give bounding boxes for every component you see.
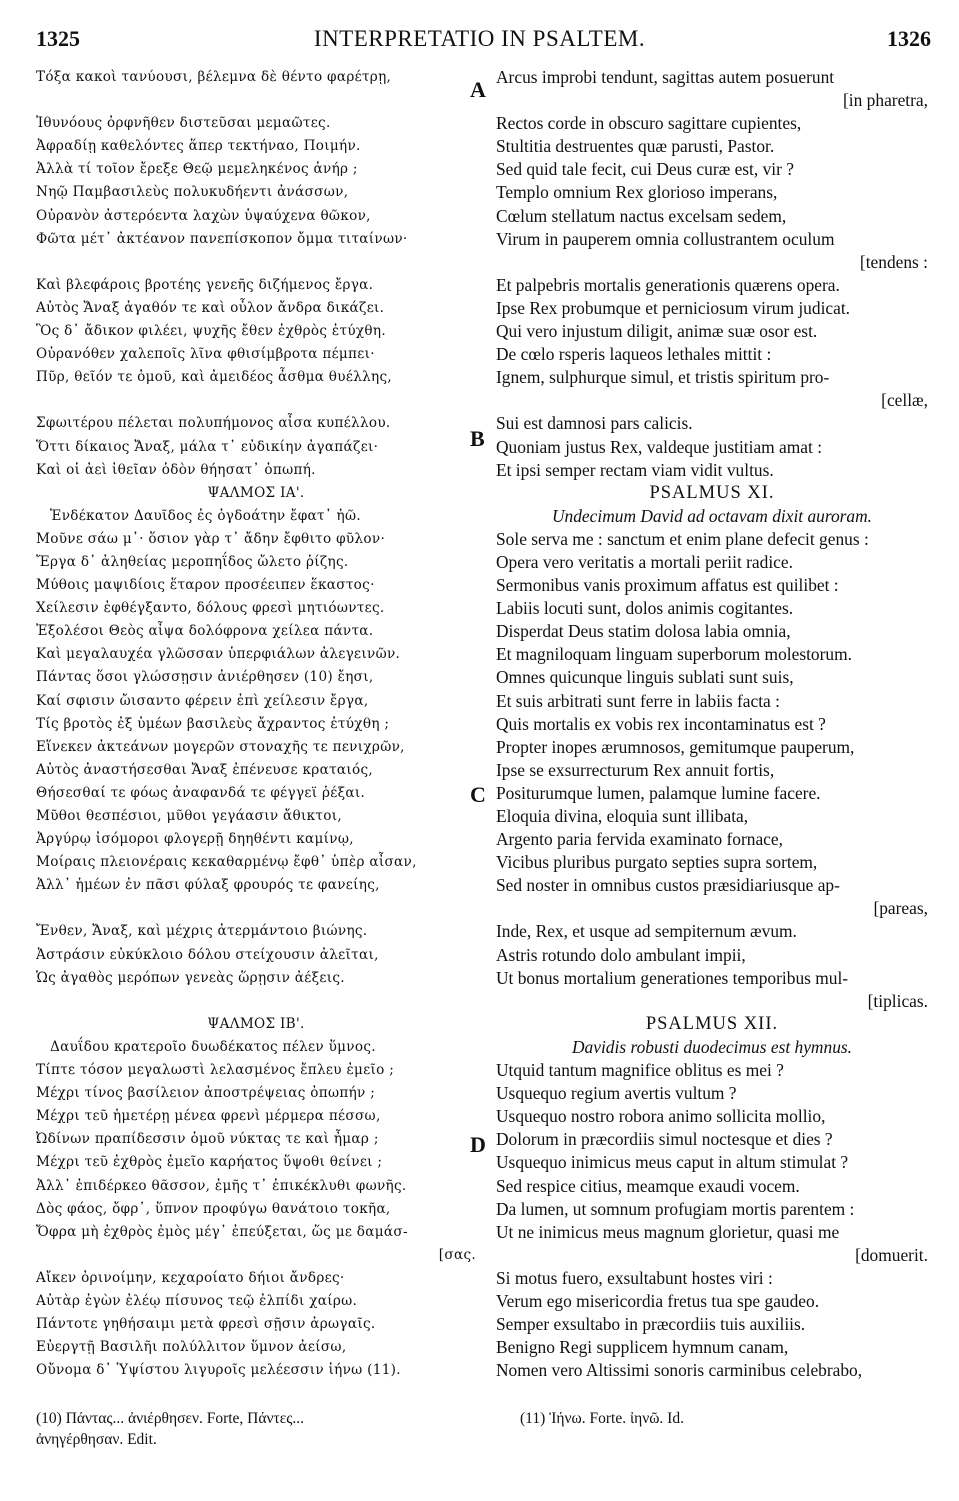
latin-line: Opera vero veritatis a mortali periit radice. [496,551,793,572]
greek-line: Ἀλλ᾽ ἐπιδέρκεο θᾶσσον, ἐμῆς τ᾽ ἐπικέκλυθι φωνῆς. [36,1177,407,1194]
greek-line: Ἀλλὰ τί τοῖον ἔρεξε Θεῷ μεμεληκένος ἀνήρ ; [36,161,358,178]
greek-line: Εὐεργτῇ Βασιλῆι πολύλλιτον ὕμνον ἀείσω, [36,1339,347,1356]
greek-line: Σφωιτέρου πέλεται πολυπήμονος αἶσα κυπέλλου. [36,415,391,432]
latin-line: Qui vero injustum diligit, animæ suæ osor est. [496,321,818,342]
greek-line-continuation: [σας. [438,1246,476,1263]
footnote-left [36,1408,476,1450]
greek-line: Θήσεσθαί τε φόως ἀναφανδά τε φέγγεϊ ῥέξαι. [36,784,366,801]
margin-letter-a: A [470,77,486,102]
latin-line: Dolorum in præcordiis simul noctesque et dies ? [496,1129,833,1150]
greek-line: Οὐρανόθεν χαλεποῖς λῖνα φθισίμβροτα πέμπει· [36,346,375,363]
latin-line: Ignem, sulphurque simul, et tristis spiritum pro- [496,367,830,388]
latin-line-continuation: [in pharetra, [843,90,928,111]
psalm-11-latin-intro: Undecimum David ad octavam dixit auroram. [551,505,873,526]
latin-line: Verum ego misericordia fretus tua spe gaudeo. [496,1290,820,1311]
latin-line: Astris rotundo dolo ambulant impii, [496,944,746,965]
latin-line: Virum in pauperem omnia collustrantem oculum [496,228,835,249]
greek-line: Πάντας ὅσοι γλώσσῃσιν ἀνιέρθησεν (10) ἔησι, [36,669,374,686]
latin-line: Sermonibus vanis proximum affatus est quilibet : [496,575,839,596]
latin-line: Usquequo inimicus meus caput in altum stimulat ? [496,1152,849,1173]
greek-line: Τίς βροτὸς ἐξ ὑμέων βασιλεὺς ἄχραντος ἐτύχθη ; [36,715,390,732]
latin-line: Inde, Rex, et usque ad sempiternum ævum. [496,921,797,942]
latin-line: Nomen vero Altissimi sonoris carminibus celebrabo, [496,1360,863,1381]
greek-line: Αἴκεν ὀρινοίμην, κεχαροίατο δήιοι ἄνδρες· [36,1269,345,1286]
latin-line: Argento paria fervida examinato fornace, [496,829,783,850]
greek-line: Ὡς ἀγαθὸς μερόπων γενεὰς ὥρῃσιν ἀέξεις. [36,969,345,986]
greek-line: Ὅττι δίκαιος Ἄναξ, μάλα τ᾽ εὐδικίην ἀγαπάζει· [36,438,379,455]
latin-line: Omnes quicunque linguis sublati sunt suis, [496,667,794,688]
latin-line: Usquequo nostro robora animo sollicita mollio, [496,1106,826,1127]
latin-column [496,66,928,1382]
greek-line: Τόξα κακοὶ τανύουσι, βέλεμνα δὲ θέντο φαρέτρῃ, [36,69,392,85]
latin-line: Eloquia divina, eloquia sunt illibata, [496,806,749,826]
greek-line: Εἵνεκεν ἀκτεάνων μογερῶν στοναχῆς τε πενιχρῶν, [36,738,405,755]
latin-line: Utquid tantum magnifice oblitus es mei ? [496,1060,784,1081]
latin-line: Vicibus pluribus purgato septies supra sortem, [496,852,818,873]
latin-line: Usquequo regium avertis vultum ? [496,1083,737,1104]
latin-line-continuation: [tiplicas. [867,990,928,1011]
greek-column [36,66,476,1382]
latin-line: Disperdat Deus statim dolosa labia omnia, [496,621,791,642]
greek-line: Αὐτὸς Ἄναξ ἀγαθόν τε καὶ οὖλον ἄνδρα δικάζει. [36,299,385,316]
latin-line: Propter inopes ærumnosos, gemitumque pauperum, [496,736,855,757]
footnote-left-line1: (10) Πάντας... ἀνιέρθησεν. Forte, Πάντες... [36,1410,304,1427]
latin-line: Ipse se exsurrecturum Rex annuit fortis, [496,759,775,780]
greek-line: Ἀφραδίῃ καθελόντες ἅπερ τεκτήναο, Ποιμήν. [36,138,361,155]
greek-line: Φῶτα μέτ᾽ ἀκτέανον πανεπίσκοπον ὄμμα τιταίνων· [36,230,408,247]
greek-line: Ἔνθεν, Ἄναξ, καὶ μέχρις ἀτερμάντοιο βιώνης. [36,923,368,940]
greek-line: Αὐτὸς ἀναστήσεσθαι Ἄναξ ἐπένευσε κραταιός, [36,761,374,778]
latin-line: Da lumen, ut somnum profugiam mortis parentem : [496,1198,855,1219]
greek-line: Ἀστράσιν εὐκύκλοιο δόλου στείχουσιν ἀλεῖται, [36,946,379,963]
footnote-left-line2: ἀνηγέρθησαν. Edit. [36,1431,157,1448]
latin-line-continuation: [domuerit. [855,1244,928,1265]
greek-line: Ἔργα δ᾽ ἀληθείας μεροπηΐδος ὤλετο ῥίζης. [36,553,349,570]
latin-line: Ut bonus mortalium generationes temporibus mul- [496,967,849,988]
greek-line: Μοῦνε σάω μ᾽· ὅσιον γὰρ τ᾽ ἄδην ἔφθιτο φῦλον· [36,530,386,547]
latin-line: Labiis locuti sunt, dolos animis cogitantes. [496,598,794,619]
greek-line: Αὐτὰρ ἐγὼν ἐλέῳ πίσυνος τεῷ ἐλπίδι χαίρω. [36,1292,358,1309]
page-number-left: 1325 [36,26,80,51]
greek-line: Τίπτε τόσον μεγαλωστὶ λελασμένος ἔπλευ ἐμεῖο ; [36,1062,395,1079]
latin-line: Sed quid tale fecit, cui Deus curæ est, vir ? [496,159,794,180]
greek-line: Ἀλλ᾽ ἡμέων ἐν πᾶσι φύλαξ φρουρός τε φανείης, [36,877,380,894]
latin-line: Semper exsultabo in præcordiis tuis auxiliis. [496,1314,806,1335]
latin-line: Sed noster in omnibus custos præsidiariusque ap- [496,875,840,896]
latin-line: Et suis arbitrati sunt ferre in labiis facta : [496,690,780,711]
greek-line: Μῦθοι θεσπέσιοι, μῦθοι γεγάασιν ἄθικτοι, [36,808,342,824]
psalm-11-greek-intro: Ἑνδέκατον Δαυῖδος ἐς ὀγδοάτην ἔφατ᾽ ἠῶ. [50,507,362,524]
latin-line: Templo omnium Rex glorioso imperans, [496,182,778,203]
greek-line: Ὠδίνων πραπίδεσσιν ὁμοῦ νύκτας τε καὶ ἦμαρ ; [36,1131,379,1148]
latin-line-continuation: [tendens : [859,251,928,272]
margin-letter-d: D [470,1132,486,1157]
greek-line: Νηῷ Παμβασιλεὺς πολυκυδήεντι ἀνάσσων, [36,184,349,201]
running-title: INTERPRETATIO IN PSALTEM. [313,26,646,51]
latin-line: Positurumque lumen, palamque lumine facere. [496,782,821,803]
latin-line: Et ipsi semper rectam viam vidit vultus. [496,459,774,480]
greek-line: Μοίραις πλειονέραις κεκαθαρμένῳ ἔφθ᾽ ὑπὲρ αἶσαν, [36,854,417,871]
latin-line: Cœlum stellatum nactus excelsam sedem, [496,205,787,226]
latin-line: Quoniam justus Rex, valdeque justitiam amat : [496,436,823,457]
latin-line: Quis mortalis ex vobis rex incontaminatus est ? [496,713,826,734]
greek-line: Μύθοις μαψιδίοις ἕταρον προσέειπεν ἕκαστος· [36,577,375,594]
greek-line: Καὶ μεγαλαυχέα γλῶσσαν ὑπερφιάλων ἀλεγεινῶν. [36,646,401,663]
greek-line: Καὶ οἱ ἀεὶ ἰθεῖαν ὁδὸν θήησατ᾽ ὀπωπή. [36,461,316,478]
psalm-12-greek-intro: Δαυΐδου κρατεροῖο δυωδέκατος πέλεν ὕμνος. [50,1038,376,1055]
greek-line: Ἰθυνόους ὀρφνῆθεν διστεῦσαι μεμαῶτες. [36,115,331,132]
greek-line: Μέχρι τεῦ ἐχθρὸς ἐμεῖο καρήατος ὕψοθι θείνει ; [36,1154,383,1171]
psalm-12-latin-title: PSALMUS XII. [645,1013,779,1034]
greek-line: Καί σφισιν ὤισαντο φέρειν ἐπὶ χείλεσιν ἔργα, [36,692,369,709]
latin-line: Et palpebris mortalis generationis quærens opera. [496,274,840,295]
latin-line: Sui est damnosi pars calicis. [496,413,693,434]
greek-line: Μέχρι τεῦ ἡμετέρῃ μένεα φρενὶ μέρμερα πέσσω, [36,1108,381,1125]
latin-line: Stultitia destruentes quæ parusti, Pastor. [496,136,775,157]
greek-line: Καὶ βλεφάροις βροτέης γενεῆς διζήμενος ἔργα. [36,276,374,293]
margin-letter-b: B [470,426,485,451]
greek-line: Οὔνομα δ᾽ Ὑψίστου λιγυροῖς μελέεσσιν ἰήνω (11). [36,1362,401,1379]
greek-line: Ὄφρα μὴ ἐχθρὸς ἐμὸς μέγ᾽ ἐπεύξεται, ὥς με δαμάσ- [36,1223,408,1240]
latin-line: Benigno Regi supplicem hymnum canam, [496,1337,789,1358]
greek-line: Δὸς φάος, ὄφρ᾽, ὕπνον προφύγω θανάτοιο τοκῆα, [36,1200,391,1217]
psalm-11-greek-title: ΨΑΛΜΟΣ ΙΑ'. [207,484,305,501]
latin-line-continuation: [cellæ, [881,390,928,411]
latin-line: Arcus improbi tendunt, sagittas autem posuerunt [496,67,835,87]
latin-line: Et magniloquam linguam superborum molestorum. [496,644,852,665]
psalm-12-latin-intro: Davidis robusti duodecimus est hymnus. [572,1036,852,1057]
psalm-11-latin-title: PSALMUS XI. [649,482,775,503]
latin-line: Sed respice citius, meamque exaudi vocem. [496,1175,800,1196]
latin-line: Sole serva me : sanctum et enim plane defecit genus : [496,528,869,549]
latin-line: Ut ne inimicus meus magnum glorietur, quasi me [496,1221,840,1242]
latin-line: Ipse Rex probumque et perniciosum virum judicat. [496,297,851,318]
greek-line: Οὐρανὸν ἀστερόεντα λαχὼν ὑψαύχενα θῶκον, [36,207,371,224]
greek-line: Μέχρι τίνος βασίλειον ἀποστρέψειας ὀπωπήν ; [36,1085,376,1102]
margin-letter-c: C [470,782,486,807]
greek-line: Χείλεσιν ἐφθέγξαντο, δόλους φρεσὶ μητιόωντες. [36,600,385,617]
page-number-right: 1326 [887,26,931,51]
psalm-12-greek-title: ΨΑΛΜΟΣ ΙΒ'. [207,1015,305,1032]
greek-line: Πῦρ, θεῖόν τε ὁμοῦ, καὶ ἀμειδέος ἆσθμα θυέλλης, [36,369,393,386]
greek-line: Ὃς δ᾽ ἄδικον φιλέει, ψυχῆς ἔθεν ἐχθρὸς ἐτύχθη. [36,323,386,340]
greek-line: Ἀργύρῳ ἰσόμοροι φλογερῇ δηηθέντι καμίνῳ, [36,831,354,848]
latin-line: Si motus fuero, exsultabunt hostes viri : [496,1267,773,1288]
latin-line-continuation: [pareas, [873,898,928,919]
latin-line: De cœlo rsperis laqueos lethales mittit : [496,344,772,365]
footnote-right: (11) Ἰήνω. Forte. ἰηνῶ. Id. [520,1410,684,1427]
latin-line: Rectos corde in obscuro sagittare cupientes, [496,113,802,134]
greek-line: Πάντοτε γηθήσαιμι μετὰ φρεσὶ σῇσιν ἀρωγαῖς. [36,1316,376,1333]
greek-line: Ἐξολέσοι Θεὸς αἶψα δολόφρονα χείλεα πάντα. [36,623,374,640]
